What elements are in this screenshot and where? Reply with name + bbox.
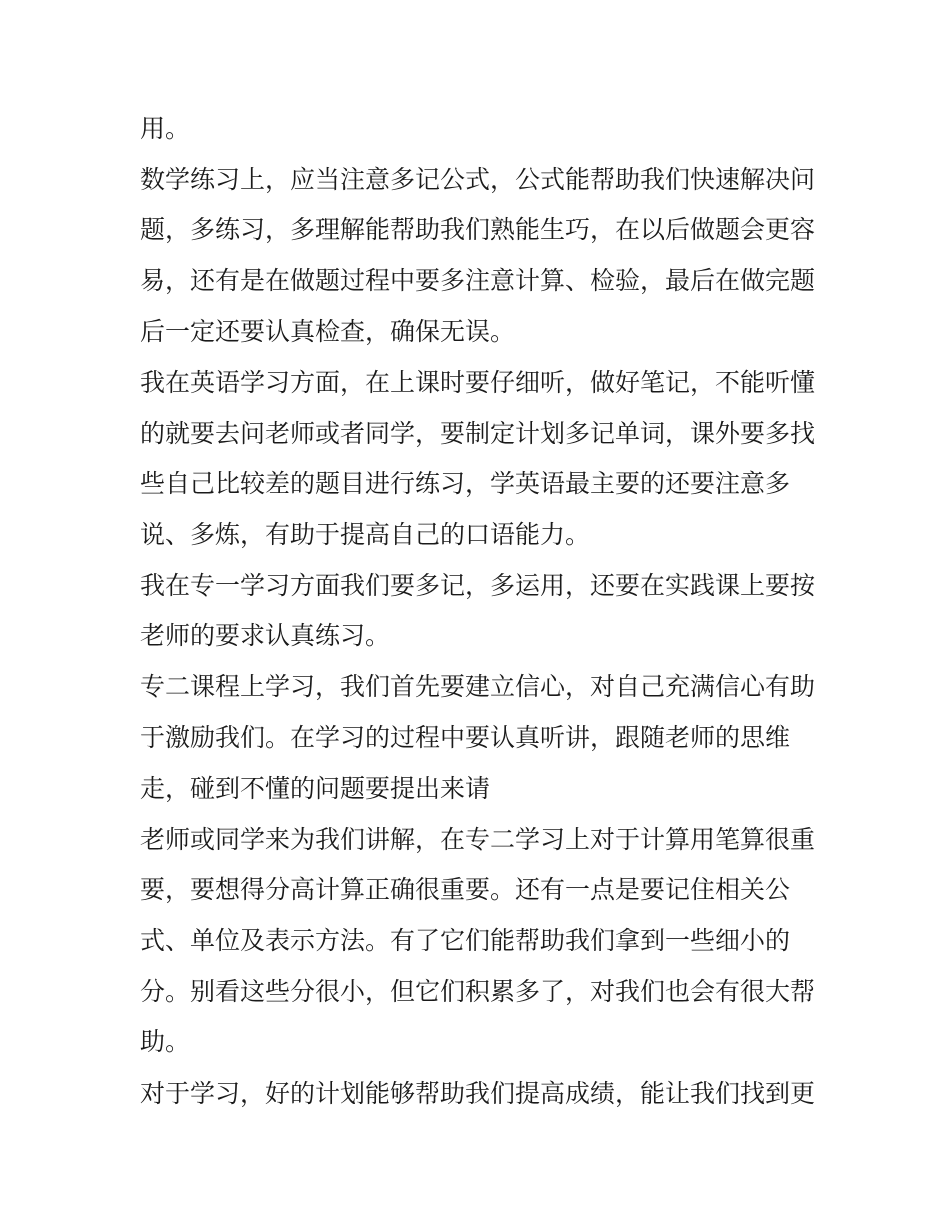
text-line: 我在英语学习方面，在上课时要仔细听，做好笔记，不能听懂	[140, 368, 816, 397]
text-line: 于激励我们。在学习的过程中要认真听讲，跟随老师的思维	[140, 723, 791, 752]
text-line: 的就要去问老师或者同学，要制定计划多记单词，课外要多找	[140, 419, 816, 448]
text-line: 专二课程上学习，我们首先要建立信心，对自己充满信心有助	[140, 672, 816, 701]
text-line: 式、单位及表示方法。有了它们能帮助我们拿到一些细小的	[140, 926, 791, 955]
text-line: 数学练习上，应当注意多记公式，公式能帮助我们快速解决问	[140, 165, 816, 194]
text-line: 后一定还要认真检查，确保无误。	[140, 317, 516, 346]
text-line: 老师或同学来为我们讲解，在专二学习上对于计算用笔算很重	[140, 825, 816, 854]
text-line: 走，碰到不懂的问题要提出来请	[140, 774, 491, 803]
text-line: 对于学习，好的计划能够帮助我们提高成绩，能让我们找到更	[140, 1079, 816, 1108]
text-line: 易，还有是在做题过程中要多注意计算、检验，最后在做完题	[140, 266, 816, 295]
text-line: 我在专一学习方面我们要多记，多运用，还要在实践课上要按	[140, 571, 816, 600]
text-line: 老师的要求认真练习。	[140, 621, 391, 650]
text-line: 要，要想得分高计算正确很重要。还有一点是要记住相关公	[140, 875, 791, 904]
text-line: 分。别看这些分很小，但它们积累多了，对我们也会有很大帮	[140, 977, 816, 1006]
text-line: 些自己比较差的题目进行练习，学英语最主要的还要注意多	[140, 469, 791, 498]
text-line: 助。	[140, 1027, 191, 1056]
text-line: 题，多练习，多理解能帮助我们熟能生巧，在以后做题会更容	[140, 215, 816, 244]
text-line: 用。	[140, 114, 191, 143]
text-line: 说、多炼，有助于提高自己的口语能力。	[140, 520, 591, 549]
